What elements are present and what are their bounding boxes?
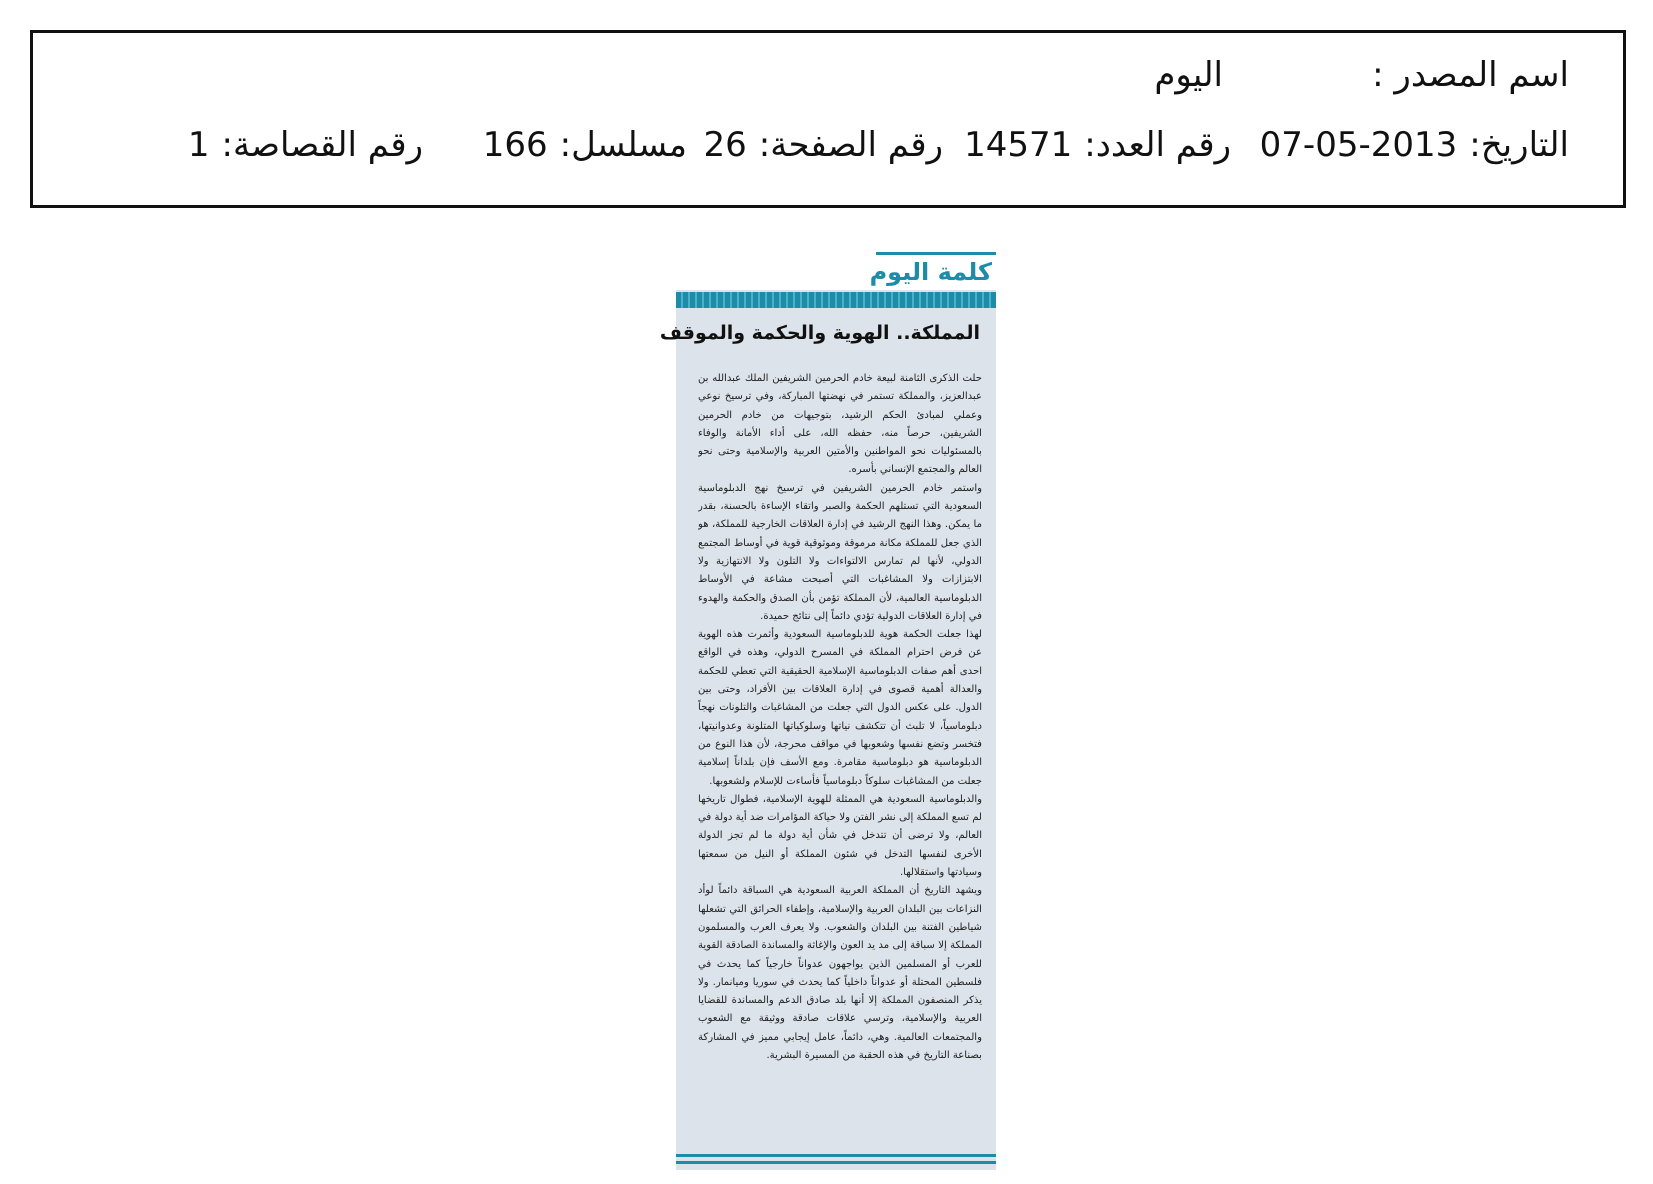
clip-number-value: 1 bbox=[187, 125, 210, 165]
top-decorative-rule bbox=[676, 292, 996, 308]
source-info-box bbox=[30, 30, 1626, 208]
page-value: 26 bbox=[703, 125, 747, 165]
issue-field bbox=[964, 125, 1231, 165]
serial-value: 166 bbox=[482, 125, 548, 165]
section-logo-text: كلمة اليوم bbox=[869, 258, 992, 286]
article-paragraph: والدبلوماسية السعودية هي الممثلة للهوية الإسلامية، فطوال تاريخها لم تسع المملكة إلى نشر الفتن ولا حياكة المؤامرات ضد أية دولة في العالم، ولا ترضى أن تتدخل في شأن أية دولة ما لم تجز الدولة الأخرى لنفسها التدخل في شئون المملكة أو النيل من سمعتها وسيادتها واستقلالها. bbox=[698, 793, 982, 879]
article-paragraph: واستمر خادم الحرمين الشريفين في ترسيخ نهج الدبلوماسية السعودية التي تستلهم الحكمة والصبر واتقاء الإساءة بالحسنة، بقدر ما يمكن. وهذا النهج الرشيد في إدارة العلاقات الخارجية للمملكة، هو الذي جعل للمملكة مكانة مرموقة وموثوقية قوية في أوساط المجتمع الدولي، لأنها لم تمارس الالتواءات ولا التلون ولا الانتهازية ولا الابتزازات ولا المشاغبات التي أصبحت مشاعة في الأوساط الدبلوماسية العالمية، لأن المملكة تؤمن بأن الصدق والحكمة والهدوء في إدارة العلاقات الدولية تؤدي دائماً إلى نتائج حميدة. bbox=[698, 482, 982, 622]
article-body bbox=[698, 370, 982, 1148]
clip-number-field bbox=[188, 125, 423, 165]
bottom-decorative-rule bbox=[676, 1154, 996, 1164]
page-label: رقم الصفحة: bbox=[758, 125, 943, 165]
page-field bbox=[704, 125, 944, 165]
serial-field bbox=[483, 125, 687, 165]
date-field bbox=[1260, 125, 1569, 165]
article-headline: المملكة.. الهوية والحكمة والموقف bbox=[659, 322, 980, 344]
source-value: اليوم bbox=[1154, 55, 1223, 95]
newspaper-clipping bbox=[659, 252, 996, 1170]
serial-label: مسلسل: bbox=[559, 125, 687, 165]
section-logo bbox=[676, 252, 996, 290]
date-label: التاريخ: bbox=[1469, 125, 1569, 165]
issue-label: رقم العدد: bbox=[1084, 125, 1231, 165]
logo-accent-line bbox=[876, 252, 996, 255]
article-paragraph: ويشهد التاريخ أن المملكة العربية السعودية هي السباقة دائماً لوأد النزاعات بين البلدان العربية والإسلامية، وإطفاء الحرائق التي تشعلها شياطين الفتنة بين البلدان والشعوب. ولا يعرف العرب والمسلمون المملكة إلا سباقة إلى مد يد العون والإغاثة والمساندة الصادقة القوية للعرب أو المسلمين الذين يواجهون عدواناً خارجياً كما يحدث في فلسطين المحتلة أو عدواناً داخلياً كما يحدث في سوريا وميانمار. ولا يذكر المنصفون المملكة إلا أنها بلد صادق الدعم والمساندة للقضايا العربية والإسلامية، وترسي علاقات صادقة ووثيقة مع الشعوب والمجتمعات العالمية. وهي، دائماً، عامل إيجابي مميز في المشاركة بصناعة التاريخ في هذه الحقبة من المسيرة البشرية. bbox=[698, 885, 982, 1061]
issue-value: 14571 bbox=[964, 125, 1073, 165]
date-value: 2013-05-07 bbox=[1259, 125, 1458, 165]
source-label: اسم المصدر : bbox=[1372, 55, 1569, 95]
article-paragraph: لهذا جعلت الحكمة هوية للدبلوماسية السعودية وأثمرت هذه الهوية عن فرض احترام المملكة في المسرح الدولي، وهذه في الواقع احدى أهم صفات الدبلوماسية الإسلامية الحقيقية التي تعطي للحكمة والعدالة أهمية قصوى في إدارة العلاقات بين الأفراد، وحتى بين الدول. على عكس الدول التي جعلت من المشاغبات والتلونات نهجاً دبلوماسياً، لا تلبث أن تتكشف نياتها وسلوكياتها المتلونة وعدوانيتها، فتخسر وتضع نفسها وشعوبها في مواقف محرجة، لأن هذا النوع من الدبلوماسية هو دبلوماسية مقامرة. ومع الأسف فإن بلداناً إسلامية جعلت من المشاغبات سلوكاً دبلوماسياً فأساءت للإسلام ولشعوبها. bbox=[698, 629, 982, 787]
clip-number-label: رقم القصاصة: bbox=[221, 125, 423, 165]
article-paragraph: حلت الذكرى الثامنة لبيعة خادم الحرمين الشريفين الملك عبدالله بن عبدالعزيز، والمملكة تستمر في نهضتها المباركة، وفي ترسيخ نوعي وعملي لمبادئ الحكم الرشيد، بتوجيهات من خادم الحرمين الشريفين، حرصاً منه، حفظه الله، على أداء الأمانة والوفاء بالمسئوليات نحو المواطنين والأمتين العربية والإسلامية وحتى نحو العالم والمجتمع الإنساني بأسره. bbox=[698, 373, 982, 476]
